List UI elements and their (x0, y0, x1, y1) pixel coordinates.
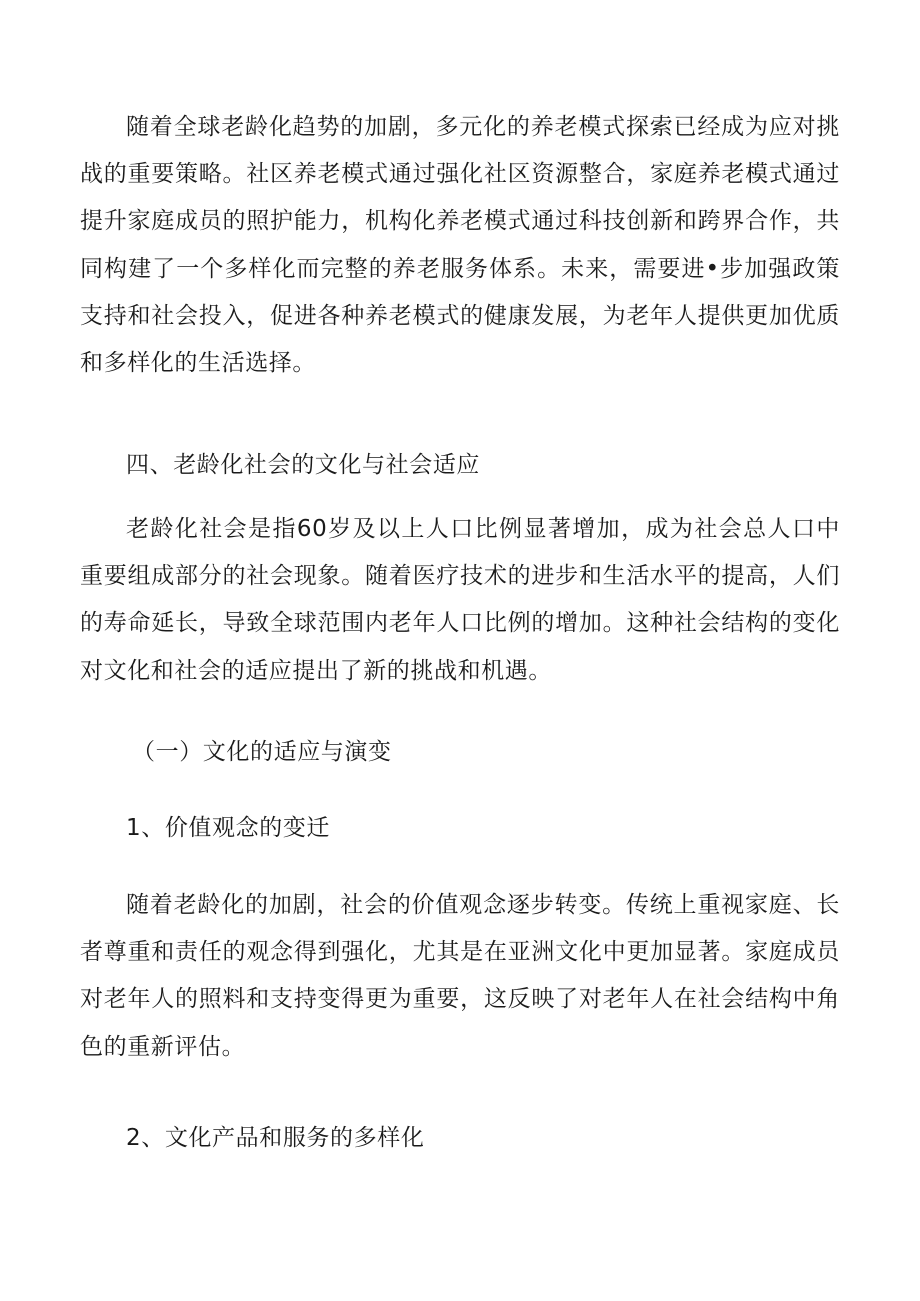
paragraph-value-change: 随着老龄化的加剧，社会的价值观念逐步转变。传统上重视家庭、长者尊重和责任的观念得到强化，尤其是在亚洲文化中更加显著。家庭成员对老年人的照料和支持变得更为重要，这反映了对老年人在社会结构中角色的重新评估。 (80, 892, 840, 1060)
subsection-heading-culture-adaptation: （一）文化的适应与演变 (132, 739, 392, 765)
item-heading-value-change: 1、价值观念的变迁 (126, 815, 331, 841)
paragraph-elderly-care-models: 随着全球老龄化趋势的加剧，多元化的养老模式探索已经成为应对挑战的重要策略。社区养老模式通过强化社区资源整合，家庭养老模式通过提升家庭成员的照护能力，机构化养老模式通过科技创新和跨界合作，共同构建了一个多样化而完整的养老服务体系。未来，需要进•步加强政策支持和社会投入，促进各种养老模式的健康发展，为老年人提供更加优质和多样化的生活选择。 (80, 114, 840, 377)
section-heading-aging-society-culture: 四、老龄化社会的文化与社会适应 (126, 452, 480, 478)
item-heading-cultural-products: 2、文化产品和服务的多样化 (126, 1125, 425, 1151)
paragraph-aging-society-definition: 老龄化社会是指60岁及以上人口比例显著增加，成为社会总人口中重要组成部分的社会现象。随着医疗技术的进步和生活水平的提高，人们的寿命延长，导致全球范围内老年人口比例的增加。这种社会结构的变化对文化和社会的适应提出了新的挑战和机遇。 (80, 516, 840, 684)
